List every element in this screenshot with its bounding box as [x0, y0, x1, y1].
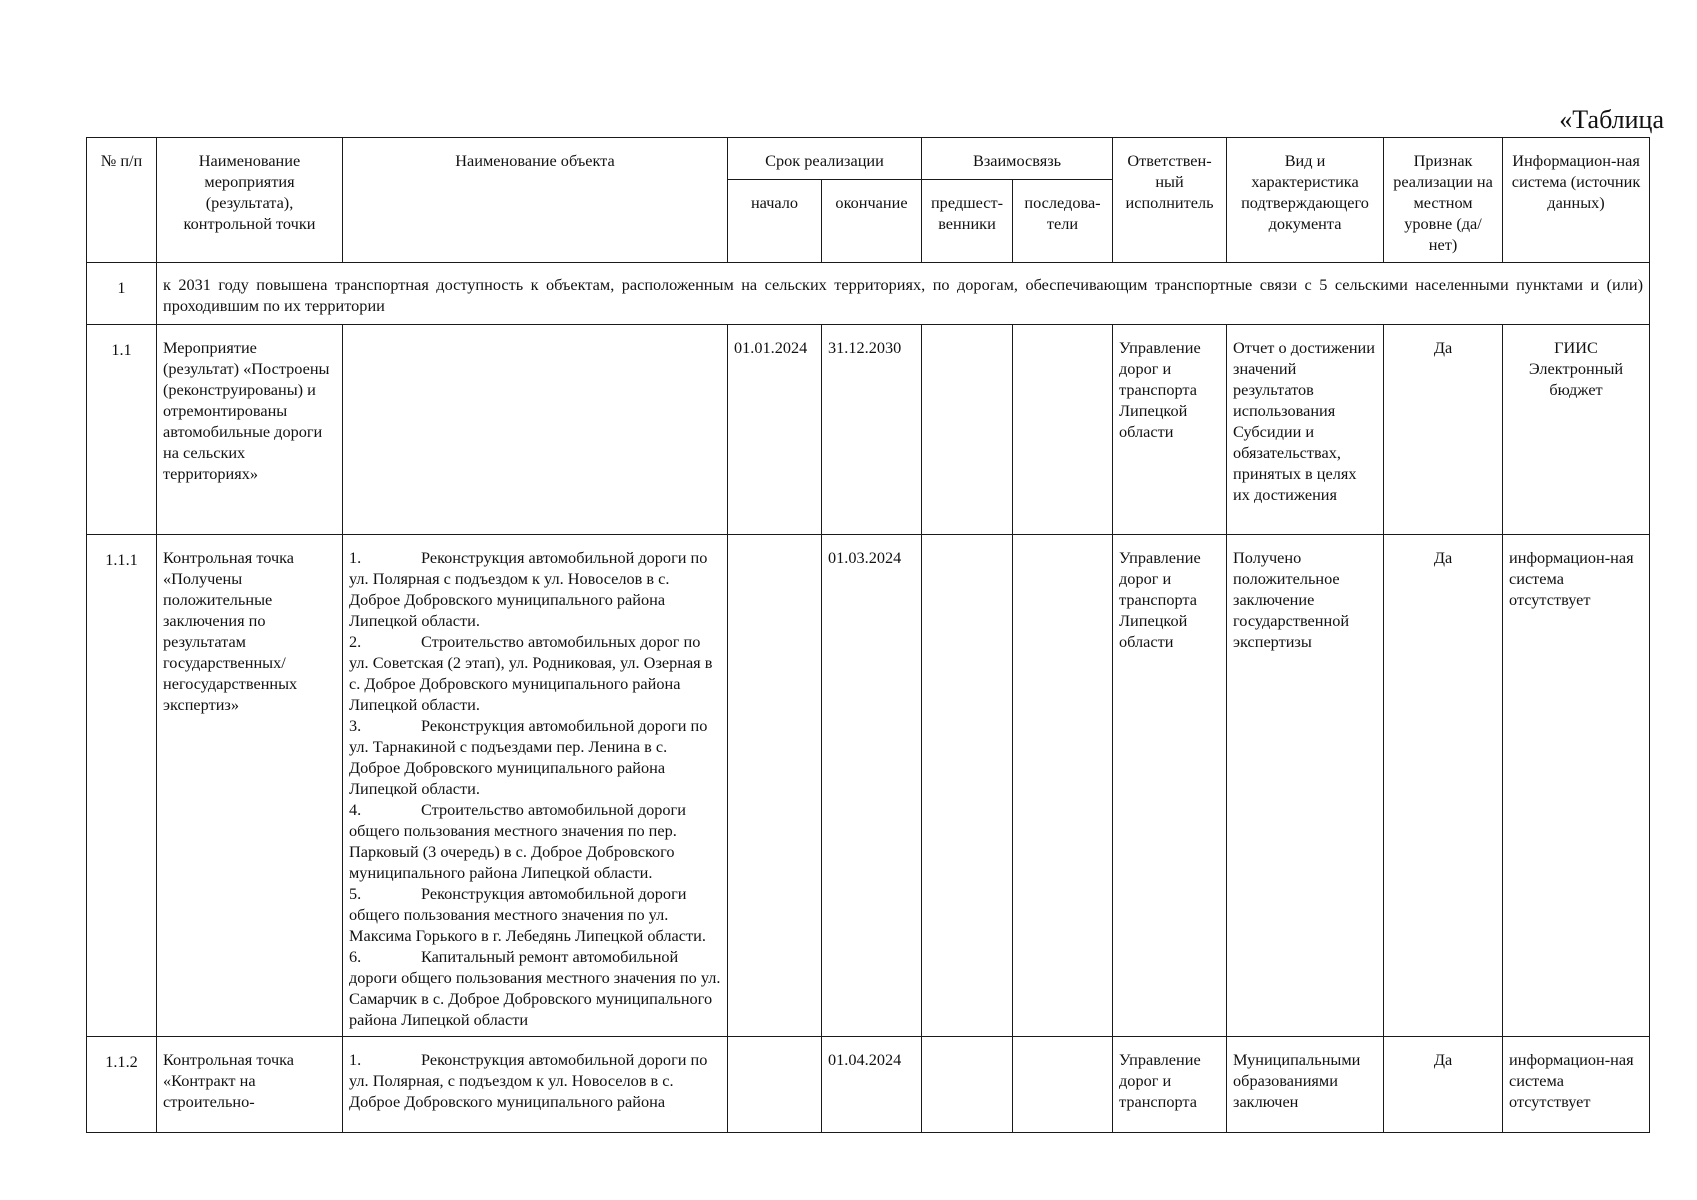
header-link-pred: предшест-венники	[922, 180, 1013, 263]
row-objects	[343, 1037, 728, 1133]
row-objects	[343, 325, 728, 535]
row-end: 01.04.2024	[822, 1037, 922, 1133]
row-event: Мероприятие (результат) «Построены (реконструированы) и отремонтированы автомобильные дороги на сельских территориях»	[157, 325, 343, 535]
row-doc-text: Муниципальными образованиями заключен	[1233, 1050, 1361, 1111]
row-infosys	[1503, 1037, 1650, 1133]
header-object: Наименование объекта	[343, 138, 728, 263]
header-term-end: окончание	[822, 180, 922, 263]
goal-text: к 2031 году повышена транспортная доступность к объектам, расположенным на сельских территориях, по дорогам, обеспечивающим транспортные связи с 5 сельскими населенными пунктами и (или) проходившим по их территории	[157, 263, 1650, 325]
table-row	[87, 325, 1650, 535]
object-item: 4. Строительство автомобильной дороги общего пользования местного значения по пер. Парковый (3 очередь) в с. Доброе Добровского муниципального района Липецкой области.	[349, 800, 686, 882]
table-row	[87, 535, 1650, 1037]
row-responsible-text: Управление дорог и транспорта	[1119, 1050, 1201, 1111]
row-doc: Отчет о достижении значений результатов использования Субсидии и обязательствах, принятых в целях их достижения	[1227, 325, 1384, 535]
row-objects	[343, 535, 728, 1037]
header-doc: Вид и характеристика подтверждающего документа	[1227, 138, 1384, 263]
header-link: Взаимосвязь	[922, 138, 1113, 180]
header-event: Наименование мероприятия (результата), контрольной точки	[157, 138, 343, 263]
table-label: «Таблица	[1559, 105, 1664, 134]
object-item: 6. Капитальный ремонт автомобильной дороги общего пользования местного значения по ул. Самарчик в с. Доброе Добровского муниципального района Липецкой области	[349, 947, 721, 1029]
header-link-succ: последова-тели	[1013, 180, 1113, 263]
object-item: 1. Реконструкция автомобильной дороги по ул. Полярная с подъездом к ул. Новоселов в с. Доброе Добровского муниципального района Липецкой области.	[349, 548, 708, 630]
row-infosys: ГИИС Электронный бюджет	[1503, 325, 1650, 535]
object-item: 2. Строительство автомобильных дорог по ул. Советская (2 этап), ул. Родниковая, ул. Озерная в с. Доброе Добровского муниципального района Липецкой области.	[349, 632, 713, 714]
row-end: 31.12.2030	[822, 325, 922, 535]
header-num: № п/п	[87, 138, 157, 263]
implementation-plan-table	[86, 137, 1650, 1133]
header-responsible: Ответствен-ный исполнитель	[1113, 138, 1227, 263]
row-succ	[1013, 1037, 1113, 1133]
row-responsible: Управление дорог и транспорта Липецкой области	[1113, 535, 1227, 1037]
row-infosys-text: информацион-ная система отсутствует	[1509, 1050, 1634, 1111]
row-start	[728, 535, 822, 1037]
row-infosys: информацион-ная система отсутствует	[1503, 535, 1650, 1037]
object-item: 3. Реконструкция автомобильной дороги по ул. Тарнакиной с подъездами пер. Ленина в с. Доброе Добровского муниципального района Липецкой области.	[349, 716, 708, 798]
header-term-start: начало	[728, 180, 822, 263]
row-pred	[922, 325, 1013, 535]
row-doc	[1227, 1037, 1384, 1133]
row-succ	[1013, 535, 1113, 1037]
row-start: 01.01.2024	[728, 325, 822, 535]
row-local: Да	[1384, 325, 1503, 535]
row-num: 1.1.2	[87, 1037, 157, 1133]
goal-num: 1	[87, 263, 157, 325]
header-infosys: Информацион-ная система (источник данных)	[1503, 138, 1650, 263]
row-num: 1.1.1	[87, 535, 157, 1037]
row-end: 01.03.2024	[822, 535, 922, 1037]
header-term: Срок реализации	[728, 138, 922, 180]
object-item: 1. Реконструкция автомобильной дороги по ул. Полярная, с подъездом к ул. Новоселов в с. Доброе Добровского муниципального района	[349, 1050, 708, 1111]
row-doc: Получено положительное заключение государственной экспертизы	[1227, 535, 1384, 1037]
row-pred	[922, 1037, 1013, 1133]
row-pred	[922, 535, 1013, 1037]
row-responsible	[1113, 1037, 1227, 1133]
row-succ	[1013, 325, 1113, 535]
goal-row	[87, 263, 1650, 325]
row-start	[728, 1037, 822, 1133]
row-num: 1.1	[87, 325, 157, 535]
row-event: Контрольная точка «Получены положительные заключения по результатам государственных/негосударственных экспертиз»	[157, 535, 343, 1037]
row-local: Да	[1384, 1037, 1503, 1133]
row-event-text: Контрольная точка «Контракт на строительно-	[163, 1050, 295, 1111]
row-local: Да	[1384, 535, 1503, 1037]
object-item: 5. Реконструкция автомобильной дороги общего пользования местного значения по ул. Максима Горького в г. Лебедянь Липецкой области.	[349, 884, 706, 945]
row-event	[157, 1037, 343, 1133]
header-local: Признак реализации на местном уровне (да/нет)	[1384, 138, 1503, 263]
row-responsible: Управление дорог и транспорта Липецкой области	[1113, 325, 1227, 535]
table-row	[87, 1037, 1650, 1133]
